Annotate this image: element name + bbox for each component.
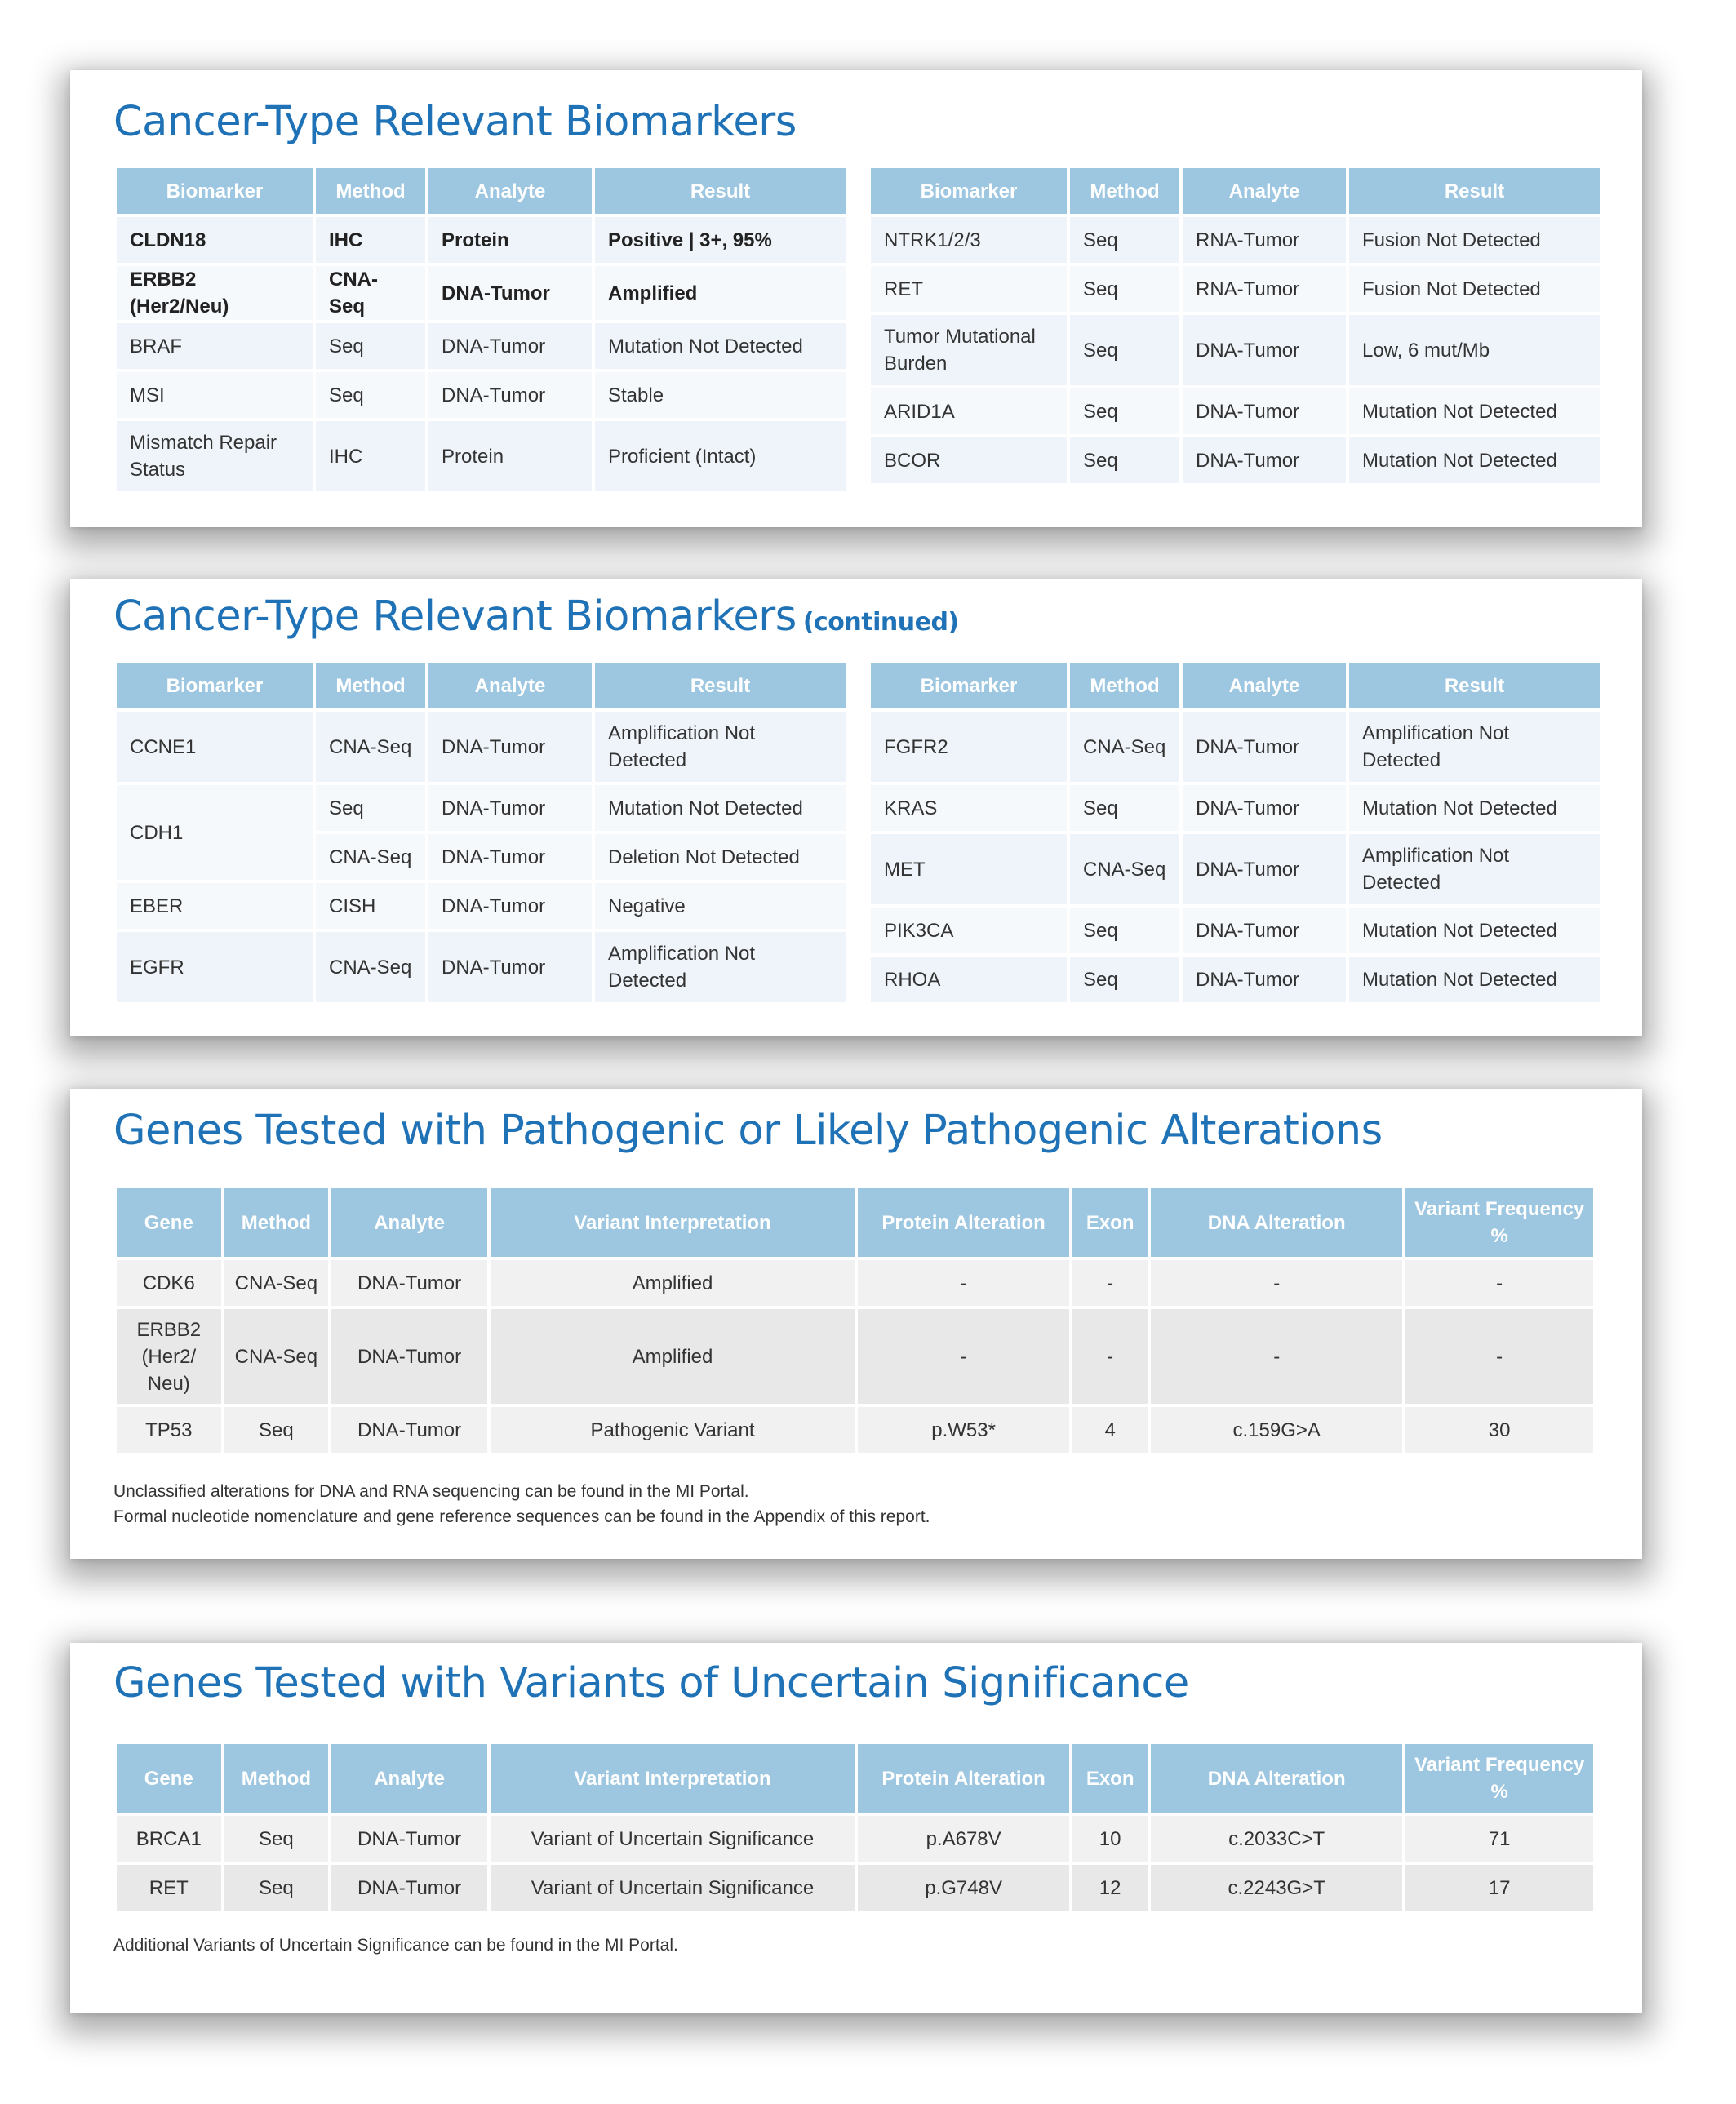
analyte-cell: DNA-Tumor bbox=[428, 883, 592, 929]
col-header-biomarker: Biomarker bbox=[117, 168, 313, 214]
table-row bbox=[117, 1407, 1593, 1453]
interpretation-cell: Pathogenic Variant bbox=[491, 1407, 855, 1453]
result-cell: Mutation Not Detected bbox=[1349, 908, 1600, 953]
analyte-cell: DNA-Tumor bbox=[1183, 315, 1346, 385]
method-cell: CNA-Seq bbox=[316, 266, 425, 320]
biomarkers-table-left bbox=[113, 659, 849, 1005]
col-header-analyte: Analyte bbox=[428, 168, 592, 214]
biomarker-cell: CCNE1 bbox=[117, 712, 313, 782]
analyte-cell: DNA-Tumor bbox=[331, 1309, 487, 1404]
biomarker-cell: NTRK1/2/3 bbox=[871, 217, 1067, 263]
pathogenic-alterations-panel bbox=[70, 1089, 1642, 1559]
biomarker-cell: KRAS bbox=[871, 785, 1067, 831]
analyte-cell: DNA-Tumor bbox=[1183, 437, 1346, 483]
table-row bbox=[871, 266, 1600, 312]
analyte-cell: DNA-Tumor bbox=[1183, 957, 1346, 1002]
result-cell: Amplified bbox=[595, 266, 846, 320]
table-row bbox=[117, 1260, 1593, 1306]
table-row bbox=[871, 217, 1600, 263]
table-row bbox=[117, 1816, 1593, 1862]
footnote-line: Formal nucleotide nomenclature and gene reference sequences can be found in the Appendix of this report. bbox=[113, 1507, 930, 1526]
result-cell: Mutation Not Detected bbox=[595, 785, 846, 831]
frequency-cell: 71 bbox=[1405, 1816, 1593, 1862]
footnote-line: Unclassified alterations for DNA and RNA sequencing can be found in the MI Portal. bbox=[113, 1482, 749, 1501]
result-cell: Mutation Not Detected bbox=[1349, 437, 1600, 483]
interpretation-cell: Variant of Uncertain Significance bbox=[491, 1865, 855, 1911]
method-cell: CNA-Seq bbox=[316, 932, 425, 1002]
result-cell: Mutation Not Detected bbox=[1349, 785, 1600, 831]
continued-label: (continued) bbox=[802, 608, 959, 637]
analyte-cell: DNA-Tumor bbox=[1183, 388, 1346, 434]
dna-alteration-cell: c.2033C>T bbox=[1151, 1816, 1402, 1862]
method-cell: IHC bbox=[316, 217, 425, 263]
biomarker-cell: BRAF bbox=[117, 323, 313, 369]
method-cell: Seq bbox=[1070, 437, 1179, 483]
table-row bbox=[871, 908, 1600, 953]
interpretation-cell: Amplified bbox=[491, 1260, 855, 1306]
method-cell: Seq bbox=[224, 1865, 329, 1911]
method-cell: Seq bbox=[1070, 957, 1179, 1002]
biomarkers-continued-panel bbox=[70, 579, 1642, 1036]
col-header-biomarker: Biomarker bbox=[871, 663, 1067, 708]
method-cell: Seq bbox=[316, 372, 425, 418]
col-header-variant-frequency: Variant Frequency % bbox=[1405, 1744, 1593, 1813]
method-cell: CNA-Seq bbox=[1070, 834, 1179, 904]
biomarker-cell: RHOA bbox=[871, 957, 1067, 1002]
frequency-cell: 30 bbox=[1405, 1407, 1593, 1453]
method-cell: CNA-Seq bbox=[224, 1260, 329, 1306]
analyte-cell: DNA-Tumor bbox=[428, 932, 592, 1002]
protein-alteration-cell: - bbox=[858, 1260, 1069, 1306]
vus-table bbox=[113, 1741, 1596, 1914]
result-cell: Mutation Not Detected bbox=[595, 323, 846, 369]
result-cell: Amplification Not Detected bbox=[595, 932, 846, 1002]
dna-alteration-cell: - bbox=[1151, 1260, 1402, 1306]
method-cell: CNA-Seq bbox=[316, 712, 425, 782]
method-cell: Seq bbox=[1070, 785, 1179, 831]
analyte-cell: DNA-Tumor bbox=[1183, 712, 1346, 782]
col-header-variant-frequency: Variant Frequency % bbox=[1405, 1188, 1593, 1257]
table-row bbox=[117, 932, 846, 1002]
biomarkers-table-right bbox=[868, 165, 1603, 486]
result-cell: Fusion Not Detected bbox=[1349, 217, 1600, 263]
result-cell: Low, 6 mut/Mb bbox=[1349, 315, 1600, 385]
analyte-cell: DNA-Tumor bbox=[428, 372, 592, 418]
col-header-result: Result bbox=[595, 663, 846, 708]
dna-alteration-cell: - bbox=[1151, 1309, 1402, 1404]
analyte-cell: DNA-Tumor bbox=[428, 712, 592, 782]
section-title: Genes Tested with Variants of Uncertain Significance bbox=[113, 1659, 1189, 1707]
biomarker-cell: BCOR bbox=[871, 437, 1067, 483]
analyte-cell: DNA-Tumor bbox=[1183, 785, 1346, 831]
method-cell: CNA-Seq bbox=[1070, 712, 1179, 782]
table-row bbox=[117, 785, 846, 831]
table-row bbox=[871, 785, 1600, 831]
frequency-cell: - bbox=[1405, 1309, 1593, 1404]
col-header-biomarker: Biomarker bbox=[117, 663, 313, 708]
frequency-cell: 17 bbox=[1405, 1865, 1593, 1911]
biomarker-cell: Tumor Mutational Burden bbox=[871, 315, 1067, 385]
method-cell: CNA-Seq bbox=[224, 1309, 329, 1404]
analyte-cell: DNA-Tumor bbox=[331, 1865, 487, 1911]
exon-cell: - bbox=[1072, 1309, 1148, 1404]
biomarkers-panel bbox=[70, 70, 1642, 527]
result-cell: Deletion Not Detected bbox=[595, 834, 846, 880]
col-header-method: Method bbox=[224, 1188, 329, 1257]
method-cell: Seq bbox=[224, 1816, 329, 1862]
interpretation-cell: Amplified bbox=[491, 1309, 855, 1404]
result-cell: Fusion Not Detected bbox=[1349, 266, 1600, 312]
col-header-biomarker: Biomarker bbox=[871, 168, 1067, 214]
protein-alteration-cell: - bbox=[858, 1309, 1069, 1404]
exon-cell: - bbox=[1072, 1260, 1148, 1306]
gene-cell: ERBB2 (Her2/ Neu) bbox=[117, 1309, 221, 1404]
col-header-dna-alteration: DNA Alteration bbox=[1151, 1188, 1402, 1257]
section-title-text: Cancer-Type Relevant Biomarkers bbox=[113, 593, 797, 641]
biomarker-cell: MSI bbox=[117, 372, 313, 418]
method-cell: CNA-Seq bbox=[316, 834, 425, 880]
analyte-cell: DNA-Tumor bbox=[331, 1816, 487, 1862]
col-header-result: Result bbox=[1349, 663, 1600, 708]
section-title bbox=[113, 593, 959, 641]
result-cell: Negative bbox=[595, 883, 846, 929]
table-row bbox=[871, 315, 1600, 385]
analyte-cell: DNA-Tumor bbox=[428, 323, 592, 369]
analyte-cell: DNA-Tumor bbox=[428, 785, 592, 831]
col-header-dna-alteration: DNA Alteration bbox=[1151, 1744, 1402, 1813]
footnote bbox=[113, 1933, 678, 1958]
col-header-method: Method bbox=[1070, 168, 1179, 214]
table-row bbox=[117, 323, 846, 369]
interpretation-cell: Variant of Uncertain Significance bbox=[491, 1816, 855, 1862]
col-header-gene: Gene bbox=[117, 1188, 221, 1257]
col-header-result: Result bbox=[595, 168, 846, 214]
protein-alteration-cell: p.G748V bbox=[858, 1865, 1069, 1911]
biomarkers-table-left bbox=[113, 165, 849, 495]
dna-alteration-cell: c.2243G>T bbox=[1151, 1865, 1402, 1911]
exon-cell: 12 bbox=[1072, 1865, 1148, 1911]
result-cell: Proficient (Intact) bbox=[595, 421, 846, 491]
table-row bbox=[117, 712, 846, 782]
result-cell: Positive | 3+, 95% bbox=[595, 217, 846, 263]
method-cell: Seq bbox=[316, 323, 425, 369]
col-header-analyte: Analyte bbox=[428, 663, 592, 708]
table-row bbox=[117, 421, 846, 491]
result-cell: Amplification Not Detected bbox=[1349, 834, 1600, 904]
biomarker-cell: EGFR bbox=[117, 932, 313, 1002]
gene-cell: BRCA1 bbox=[117, 1816, 221, 1862]
method-cell: IHC bbox=[316, 421, 425, 491]
section-title: Cancer-Type Relevant Biomarkers bbox=[113, 98, 797, 146]
col-header-analyte: Analyte bbox=[331, 1744, 487, 1813]
exon-cell: 10 bbox=[1072, 1816, 1148, 1862]
col-header-exon: Exon bbox=[1072, 1188, 1148, 1257]
table-row bbox=[117, 266, 846, 320]
result-cell: Amplification Not Detected bbox=[595, 712, 846, 782]
method-cell: Seq bbox=[1070, 266, 1179, 312]
exon-cell: 4 bbox=[1072, 1407, 1148, 1453]
method-cell: Seq bbox=[1070, 315, 1179, 385]
footnote-line: Additional Variants of Uncertain Significance can be found in the MI Portal. bbox=[113, 1936, 678, 1955]
col-header-gene: Gene bbox=[117, 1744, 221, 1813]
biomarker-cell: RET bbox=[871, 266, 1067, 312]
col-header-method: Method bbox=[1070, 663, 1179, 708]
biomarker-cell: MET bbox=[871, 834, 1067, 904]
table-row bbox=[117, 1865, 1593, 1911]
col-header-exon: Exon bbox=[1072, 1744, 1148, 1813]
result-cell: Amplification Not Detected bbox=[1349, 712, 1600, 782]
table-row bbox=[871, 834, 1600, 904]
method-cell: Seq bbox=[1070, 388, 1179, 434]
protein-alteration-cell: p.W53* bbox=[858, 1407, 1069, 1453]
biomarker-cell: CLDN18 bbox=[117, 217, 313, 263]
analyte-cell: DNA-Tumor bbox=[1183, 834, 1346, 904]
gene-cell: TP53 bbox=[117, 1407, 221, 1453]
col-header-result: Result bbox=[1349, 168, 1600, 214]
table-row bbox=[117, 1309, 1593, 1404]
biomarker-cell: CDH1 bbox=[117, 785, 313, 880]
biomarkers-table-right bbox=[868, 659, 1603, 1005]
col-header-method: Method bbox=[316, 663, 425, 708]
col-header-variant-interpretation: Variant Interpretation bbox=[491, 1188, 855, 1257]
result-cell: Stable bbox=[595, 372, 846, 418]
analyte-cell: DNA-Tumor bbox=[428, 266, 592, 320]
result-cell: Mutation Not Detected bbox=[1349, 388, 1600, 434]
vus-panel bbox=[70, 1643, 1642, 2013]
analyte-cell: DNA-Tumor bbox=[1183, 908, 1346, 953]
protein-alteration-cell: p.A678V bbox=[858, 1816, 1069, 1862]
gene-cell: RET bbox=[117, 1865, 221, 1911]
col-header-method: Method bbox=[316, 168, 425, 214]
table-row bbox=[871, 712, 1600, 782]
biomarker-cell: ARID1A bbox=[871, 388, 1067, 434]
table-row bbox=[117, 372, 846, 418]
frequency-cell: - bbox=[1405, 1260, 1593, 1306]
method-cell: Seq bbox=[316, 785, 425, 831]
col-header-analyte: Analyte bbox=[1183, 168, 1346, 214]
table-row bbox=[117, 217, 846, 263]
table-row bbox=[871, 957, 1600, 1002]
biomarker-cell: EBER bbox=[117, 883, 313, 929]
analyte-cell: RNA-Tumor bbox=[1183, 217, 1346, 263]
method-cell: Seq bbox=[224, 1407, 329, 1453]
result-cell: Mutation Not Detected bbox=[1349, 957, 1600, 1002]
col-header-variant-interpretation: Variant Interpretation bbox=[491, 1744, 855, 1813]
pathogenic-alterations-table bbox=[113, 1185, 1596, 1456]
col-header-protein-alteration: Protein Alteration bbox=[858, 1744, 1069, 1813]
table-row bbox=[117, 883, 846, 929]
col-header-protein-alteration: Protein Alteration bbox=[858, 1188, 1069, 1257]
dna-alteration-cell: c.159G>A bbox=[1151, 1407, 1402, 1453]
table-row bbox=[871, 437, 1600, 483]
col-header-analyte: Analyte bbox=[331, 1188, 487, 1257]
section-title: Genes Tested with Pathogenic or Likely Pathogenic Alterations bbox=[113, 1107, 1383, 1155]
gene-cell: CDK6 bbox=[117, 1260, 221, 1306]
biomarker-cell: FGFR2 bbox=[871, 712, 1067, 782]
col-header-analyte: Analyte bbox=[1183, 663, 1346, 708]
col-header-method: Method bbox=[224, 1744, 329, 1813]
method-cell: CISH bbox=[316, 883, 425, 929]
analyte-cell: RNA-Tumor bbox=[1183, 266, 1346, 312]
method-cell: Seq bbox=[1070, 217, 1179, 263]
biomarker-cell: PIK3CA bbox=[871, 908, 1067, 953]
footnote bbox=[113, 1479, 930, 1529]
analyte-cell: DNA-Tumor bbox=[331, 1260, 487, 1306]
biomarker-cell: ERBB2 (Her2/Neu) bbox=[117, 266, 313, 320]
analyte-cell: DNA-Tumor bbox=[428, 834, 592, 880]
method-cell: Seq bbox=[1070, 908, 1179, 953]
analyte-cell: Protein bbox=[428, 217, 592, 263]
analyte-cell: Protein bbox=[428, 421, 592, 491]
biomarker-cell: Mismatch Repair Status bbox=[117, 421, 313, 491]
table-row bbox=[871, 388, 1600, 434]
analyte-cell: DNA-Tumor bbox=[331, 1407, 487, 1453]
